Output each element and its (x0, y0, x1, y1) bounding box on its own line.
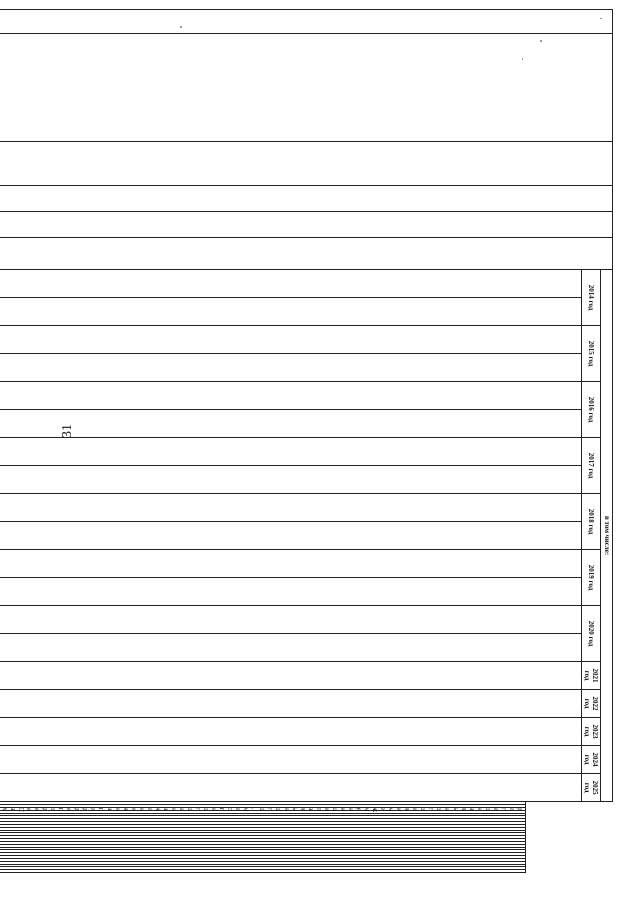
header-plan (0, 606, 581, 634)
header-fact (0, 354, 581, 382)
header-plan (0, 550, 581, 578)
scan-speck (180, 26, 182, 28)
header-plan (0, 774, 581, 802)
header-year: 2016 год (581, 382, 600, 438)
scan-speck (600, 18, 602, 19)
header-plan (0, 326, 581, 354)
header-num (0, 10, 613, 34)
header-year: 2023 год (581, 718, 600, 746)
header-plan (0, 494, 581, 522)
header-2013-base (0, 238, 613, 270)
header-fact (0, 578, 581, 606)
row-indicator: регионального или межмуниципального, местного значения на территории Сах (0, 805, 525, 808)
header-year: 2020 год (581, 606, 600, 662)
header-plan (0, 270, 581, 298)
header-year: 2025 год (581, 774, 600, 802)
header-plan (0, 690, 581, 718)
header-in-that-number: в том числе: (601, 270, 613, 802)
header-plan (0, 662, 581, 690)
header-year: 2018 год (581, 494, 600, 550)
header-year: 2015 год (581, 326, 600, 382)
header-year: 2021 год (581, 662, 600, 690)
header-year: 2024 год (581, 746, 600, 774)
header-fact (0, 522, 581, 550)
header-fact (0, 634, 581, 662)
header-2003-2012 (0, 186, 613, 212)
header-fact (0, 298, 581, 326)
header-year: 2022 год (581, 690, 600, 718)
header-indicator (0, 34, 613, 142)
header-unit (0, 142, 613, 186)
scan-speck (540, 40, 542, 42)
header-plan (0, 438, 581, 466)
header-fact (0, 410, 581, 438)
header-plan (0, 382, 581, 410)
scan-speck (522, 58, 523, 60)
page-number: 31 (60, 424, 75, 438)
header-year: 2017 год (581, 438, 600, 494)
header-year: 2014 год (581, 270, 600, 326)
header-plan (0, 746, 581, 774)
header-2013-2025 (0, 212, 613, 238)
indicators-table (0, 9, 613, 873)
header-fact (0, 466, 581, 494)
header-year: 2019 год (581, 550, 600, 606)
header-plan (0, 718, 581, 746)
row-value (0, 870, 525, 873)
